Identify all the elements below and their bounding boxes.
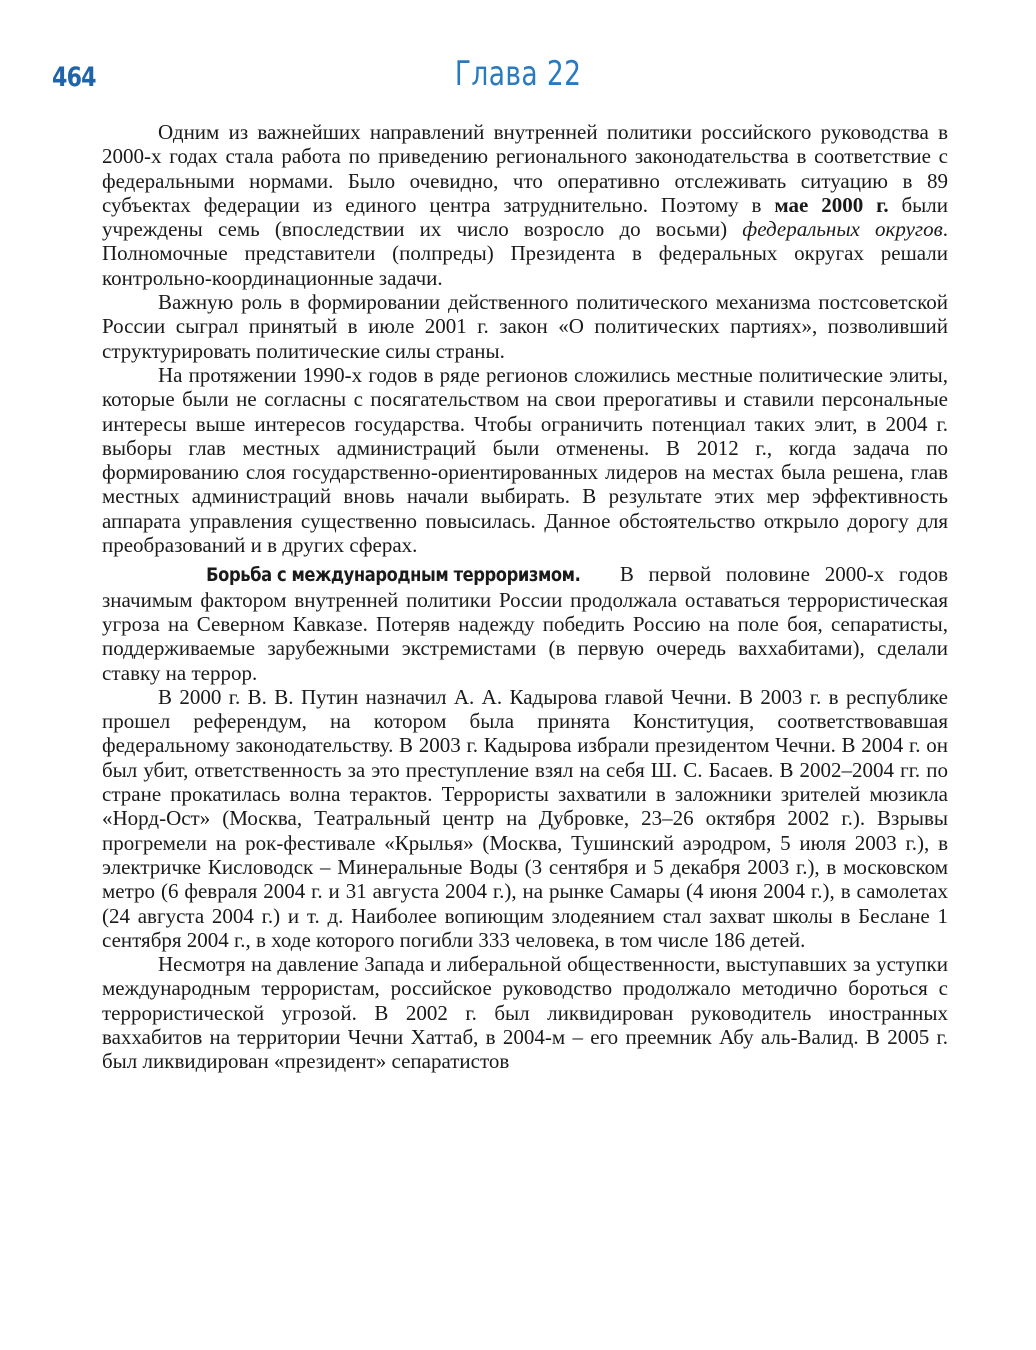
text-run: Несмотря на давление Запада и либеральной общественности, выступавших за уступки международным террористам, российское руководство продолжало методично бороться с террористической угрозой. В 2002 г. был ликвидирован руководитель иностранных ваххабитов на территории Чечни Хаттаб, в 2004-м – его преемник Абу аль-Валид. В 2005 г. был ликвидирован «президент» сепаратистов — [102, 952, 948, 1074]
paragraph — [102, 952, 948, 1073]
text-run: федеральных округов — [742, 217, 943, 242]
chapter-title — [0, 54, 1036, 94]
chapter-title-text: Глава 22 — [454, 54, 582, 94]
page-number: 464 — [52, 62, 96, 93]
paragraph — [102, 562, 948, 684]
text-run: Важную роль в формировании действенного политического механизма постсоветской России сыграл принятый в июле 2001 г. закон «О политических партиях», позволивший структурировать политические силы страны. — [102, 290, 948, 363]
paragraph — [102, 685, 948, 952]
text-run: На протяжении 1990-х годов в ряде регионов сложились местные политические элиты, которые были не согласны с посягательством на свои прерогативы и ставили персональные интересы выше интересов государства. Чтобы ограничить потенциал таких элит, в 2004 г. выборы глав местных администраций были отменены. В 2012 г., когда задача по формированию слоя государственно-ориентированных лидеров на местах была решена, глав местных администраций вновь начали выбирать. В результате этих мер эффективность аппарата управления существенно повысилась. Данное обстоятельство открыло дорогу для преобразований и в других сферах. — [102, 362, 948, 558]
body-text — [102, 120, 948, 1074]
paragraph — [102, 363, 948, 557]
paragraph — [102, 290, 948, 363]
paragraph — [102, 120, 948, 290]
text-run: были учреждены семь (впоследствии их число возросло до восьми) — [102, 192, 948, 242]
text-run: В первой половине 2000-х годов значимым фактором внутренней политики России продолжала оставаться террористическая угроза на Северном Кавказе. Потеряв надежду победить Россию на поле боя, сепаратисты, поддерживаемые зарубежными экстремистами (в первую очередь ваххабитами), сделали ставку на террор. — [102, 562, 948, 685]
text-run: мае 2000 г. — [774, 192, 889, 217]
section-heading: Борьба с международным терроризмом. — [206, 564, 581, 587]
text-run: Одним из важнейших направлений внутренней политики российского руководства в 2000-х годах стала работа по приведению регионального законодательства в соответствие с федеральными нормами. Было очевидно, что оперативно отслеживать ситуацию в 89 субъектах федерации из единого центра затруднительно. Поэтому в — [102, 120, 948, 217]
text-run: . Полномочные представители (полпреды) Президента в федеральных округах решали контрольно-координационные задачи. — [102, 217, 948, 290]
text-run: В 2000 г. В. В. Путин назначил А. А. Кадырова главой Чечни. В 2003 г. в республике прошел референдум, на котором была принята Конституция, соответствовавшая федеральному законодательству. В 2003 г. Кадырова избрали президентом Чечни. В 2004 г. он был убит, ответственность за это преступление взял на себя Ш. С. Басаев. В 2002–2004 гг. по стране прокатилась волна терактов. Террористы захватили в заложники зрителей мюзикла «Норд-Ост» (Москва, Театральный центр на Дубровке, 23–26 октября 2002 г.). Взрывы прогремели на рок-фестивале «Крылья» (Москва, Тушинский аэродром, 5 июля 2003 г.), в электричке Кисловодск – Минеральные Воды (3 сентября и 5 декабря 2003 г.), в московском метро (6 февраля 2004 г. и 31 августа 2004 г.), на рынке Самары (4 июня 2004 г.), в самолетах (24 августа 2004 г.) и т. д. Наиболее вопиющим злодеянием стал захват школы в Беслане 1 сентября 2004 г., в ходе которого погибли 333 человека, в том числе 186 детей. — [102, 684, 948, 952]
